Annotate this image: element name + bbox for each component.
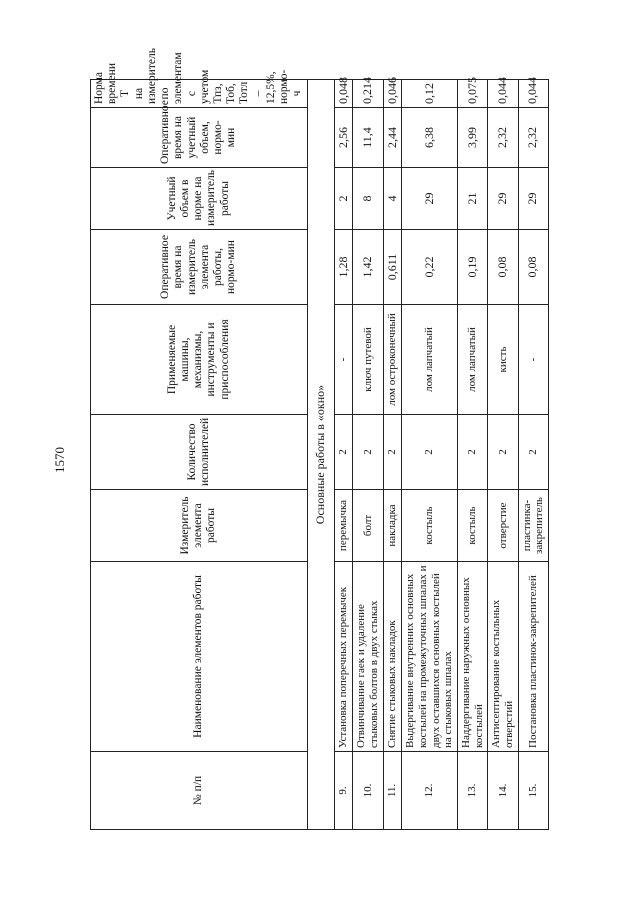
cell-name: Установка поперечных перемычек (334, 562, 353, 752)
table-row (518, 80, 548, 830)
cell-norm: 0,044 (488, 80, 518, 108)
cell-meter: отверстие (488, 490, 518, 562)
cell-tools: ключ путевой (353, 305, 383, 415)
cell-op-time: 1,42 (353, 230, 383, 305)
cell-meter: костыль (402, 490, 458, 562)
cell-tools: лом лапчатый (457, 305, 487, 415)
cell-num: 11. (383, 752, 402, 830)
cell-norm: 0,046 (383, 80, 402, 108)
cell-num: 12. (402, 752, 458, 830)
cell-tools: лом остроконечный (383, 305, 402, 415)
header-norm: Норма времени Т на измеритель по элементам с учетом Тпз, Тоб, Тотл – 12,5%, нормо-ч (91, 80, 308, 108)
cell-workers: 2 (488, 415, 518, 490)
header-name: Наименование элементов работы (91, 562, 308, 752)
cell-workers: 2 (457, 415, 487, 490)
header-num: № п/п (91, 752, 308, 830)
header-op-time: Оперативное время на измеритель элемента работы, нормо-мин (91, 230, 308, 305)
cell-op-time-volume: 2,32 (518, 108, 548, 168)
cell-name: Антисептирование костыльных отверстий (488, 562, 518, 752)
cell-volume: 4 (383, 168, 402, 230)
header-volume: Учетный объем в норме на измеритель работы (91, 168, 308, 230)
cell-tools: - (518, 305, 548, 415)
cell-volume: 21 (457, 168, 487, 230)
cell-num: 14. (488, 752, 518, 830)
header-workers: Количество исполнителей (91, 415, 308, 490)
cell-volume: 29 (518, 168, 548, 230)
page-number: 1570 (52, 447, 67, 473)
cell-op-time: 1,28 (334, 230, 353, 305)
cell-name: Выдергивание внутренних основных костылей на промежуточных шпалах и двух оставшихся основных костылей на стыковых шпалах (402, 562, 458, 752)
cell-op-time-volume: 2,56 (334, 108, 353, 168)
cell-op-time: 0,08 (518, 230, 548, 305)
cell-tools: - (334, 305, 353, 415)
cell-op-time-volume: 11,4 (353, 108, 383, 168)
cell-op-time: 0,611 (383, 230, 402, 305)
cell-norm: 0,048 (334, 80, 353, 108)
cell-volume: 29 (402, 168, 458, 230)
cell-volume: 8 (353, 168, 383, 230)
cell-volume: 29 (488, 168, 518, 230)
table-row (334, 80, 353, 830)
header-tools: Применяемые машины, механизмы, инструменты и приспособления (91, 305, 308, 415)
cell-norm: 0,075 (457, 80, 487, 108)
cell-op-time: 0,08 (488, 230, 518, 305)
cell-meter: костыль (457, 490, 487, 562)
norms-table (90, 48, 549, 830)
cell-name: Отвинчивание гаек и удаление стыковых болтов в двух стыках (353, 562, 383, 752)
table-row (383, 80, 402, 830)
cell-op-time: 0,19 (457, 230, 487, 305)
cell-volume: 2 (334, 168, 353, 230)
cell-op-time-volume: 2,32 (488, 108, 518, 168)
header-meter: Измеритель элемента работы (91, 490, 308, 562)
table-row (353, 80, 383, 830)
cell-num: 13. (457, 752, 487, 830)
section-title: Основные работы в «окно» (307, 80, 334, 830)
table-row (402, 80, 458, 830)
table-row (457, 80, 487, 830)
cell-workers: 2 (402, 415, 458, 490)
cell-op-time-volume: 6,38 (402, 108, 458, 168)
cell-norm: 0,214 (353, 80, 383, 108)
cell-op-time: 0,22 (402, 230, 458, 305)
cell-meter: пластинка-закрепитель (518, 490, 548, 562)
section-row (307, 80, 334, 830)
cell-name: Снятие стыковых накладок (383, 562, 402, 752)
cell-op-time-volume: 3,99 (457, 108, 487, 168)
cell-workers: 2 (353, 415, 383, 490)
cell-name: Наддергивание наружных основных костылей (457, 562, 487, 752)
table-row (488, 80, 518, 830)
cell-workers: 2 (334, 415, 353, 490)
cell-meter: болт (353, 490, 383, 562)
cell-op-time-volume: 2,44 (383, 108, 402, 168)
cell-name: Постановка пластинок-закрепителей (518, 562, 548, 752)
cell-meter: накладка (383, 490, 402, 562)
cell-norm: 0,12 (402, 80, 458, 108)
cell-norm: 0,044 (518, 80, 548, 108)
header-row (91, 80, 308, 830)
cell-workers: 2 (383, 415, 402, 490)
cell-num: 15. (518, 752, 548, 830)
cell-tools: кисть (488, 305, 518, 415)
cell-tools: лом лапчатый (402, 305, 458, 415)
cell-meter: перемычка (334, 490, 353, 562)
cell-workers: 2 (518, 415, 548, 490)
norms-table-sheet (90, 48, 546, 830)
cell-num: 9. (334, 752, 353, 830)
cell-num: 10. (353, 752, 383, 830)
header-op-time-volume: Оперативное время на учетный объем, нормо-мин (91, 108, 308, 168)
